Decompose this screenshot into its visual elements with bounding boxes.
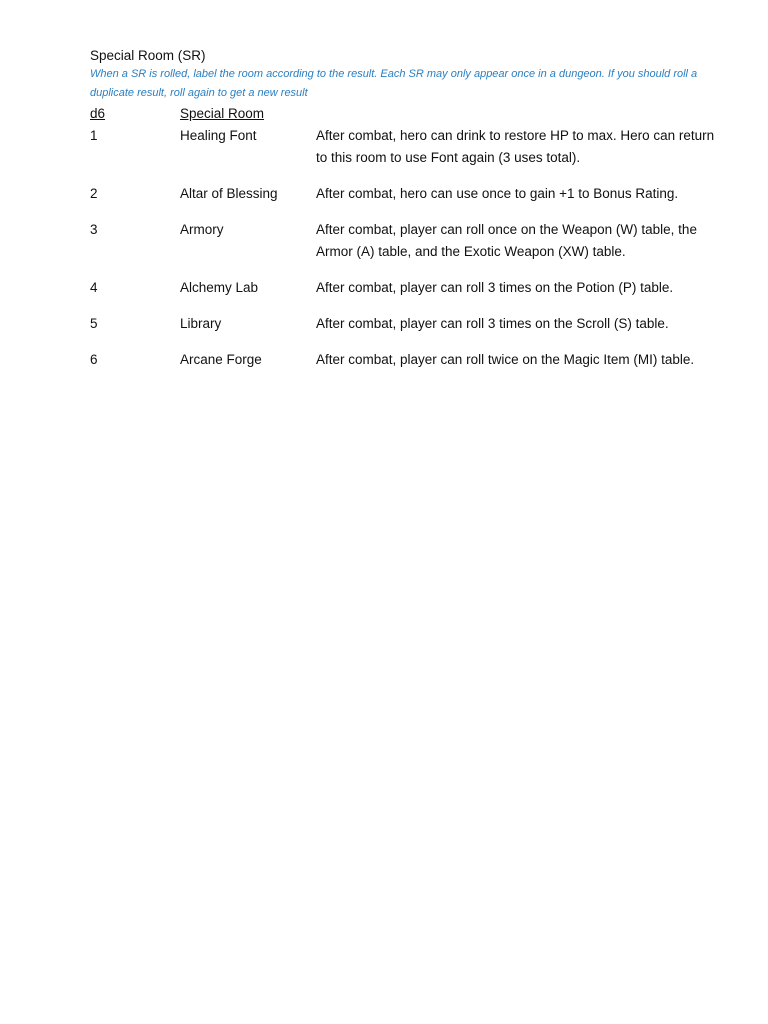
- table-row: [90, 277, 730, 299]
- room-column-header: Special Room: [180, 106, 265, 121]
- table-row: [90, 219, 730, 263]
- special-room-table: [90, 103, 730, 371]
- table-row: [90, 125, 730, 169]
- room-cell: Healing Font: [180, 128, 257, 143]
- description-cell: After combat, player can roll once on the Weapon (W) table, the Armor (A) table, and the Exotic Weapon (XW) table.: [316, 222, 697, 259]
- description-cell: After combat, player can roll twice on the Magic Item (MI) table.: [316, 352, 695, 367]
- description-cell: After combat, player can roll 3 times on the Potion (P) table.: [316, 280, 674, 295]
- document-title: Special Room (SR): [90, 48, 206, 63]
- die-column-header: d6: [90, 106, 106, 121]
- roll-cell: 1: [90, 128, 98, 143]
- roll-cell: 5: [90, 316, 98, 331]
- roll-cell: 3: [90, 222, 98, 237]
- table-row: [90, 313, 730, 335]
- table-header-row: [90, 103, 730, 125]
- roll-cell: 6: [90, 352, 98, 367]
- room-cell: Arcane Forge: [180, 352, 262, 367]
- description-cell: After combat, hero can drink to restore HP to max. Hero can return to this room to use Font again (3 uses total).: [316, 128, 715, 165]
- document-page: [90, 46, 730, 385]
- roll-cell: 4: [90, 280, 98, 295]
- room-cell: Altar of Blessing: [180, 186, 278, 201]
- room-cell: Armory: [180, 222, 224, 237]
- description-cell: After combat, player can roll 3 times on the Scroll (S) table.: [316, 316, 669, 331]
- table-row: [90, 349, 730, 371]
- rolling-instructions-note: When a SR is rolled, label the room according to the result. Each SR may only appear once in a dungeon. If you should roll a duplicate result, roll again to get a new result: [90, 68, 698, 99]
- room-cell: Library: [180, 316, 222, 331]
- description-cell: After combat, hero can use once to gain +1 to Bonus Rating.: [316, 186, 679, 201]
- table-row: [90, 183, 730, 205]
- roll-cell: 2: [90, 186, 98, 201]
- room-cell: Alchemy Lab: [180, 280, 259, 295]
